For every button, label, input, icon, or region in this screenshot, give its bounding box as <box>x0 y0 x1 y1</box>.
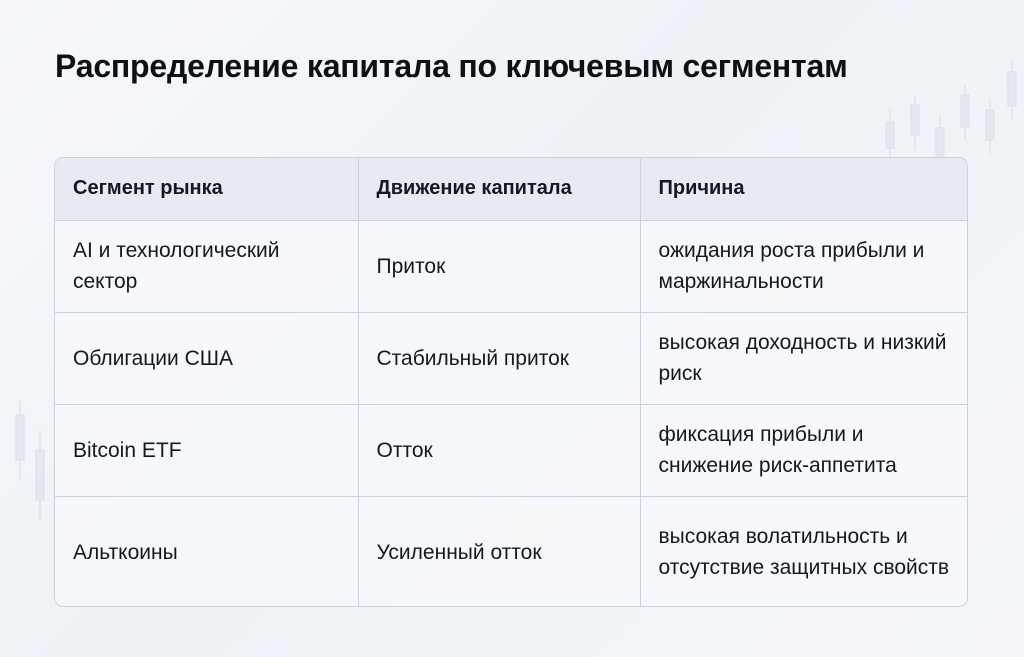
capital-allocation-table <box>54 157 968 607</box>
cell-segment: Альткоины <box>55 496 358 607</box>
table-row <box>55 404 968 496</box>
cell-reason: высокая доходность и низкий риск <box>640 312 968 404</box>
page-title: Распределение капитала по ключевым сегментам <box>55 48 848 84</box>
cell-capital-movement: Приток <box>358 220 640 312</box>
cell-capital-movement: Усиленный отток <box>358 496 640 607</box>
cell-capital-movement: Стабильный приток <box>358 312 640 404</box>
cell-reason: высокая волатильность и отсутствие защитных свойств <box>658 525 950 580</box>
table-row <box>55 312 968 404</box>
cell-segment: AI и технологический сектор <box>55 220 358 312</box>
cell-capital-movement: Отток <box>358 404 640 496</box>
cell-segment: Облигации США <box>55 312 358 404</box>
cell-reason: фиксация прибыли и снижение риск-аппетита <box>640 404 968 496</box>
table-row <box>55 496 968 607</box>
column-header-capital-movement: Движение капитала <box>358 158 640 220</box>
cell-segment: Bitcoin ETF <box>55 404 358 496</box>
column-header-reason: Причина <box>640 158 968 220</box>
table-row <box>55 220 968 312</box>
column-header-segment: Сегмент рынка <box>55 158 358 220</box>
table-header-row <box>55 158 968 220</box>
cell-reason: ожидания роста прибыли и маржинальности <box>640 220 968 312</box>
